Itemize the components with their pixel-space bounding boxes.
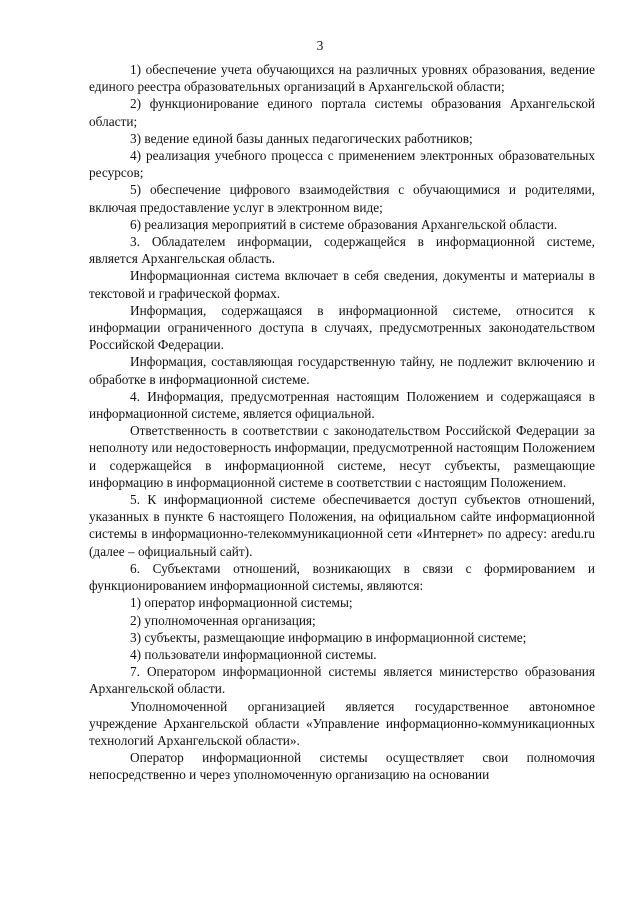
paragraph-operator-powers: Оператор информационной системы осуществляет свои полномочия непосредственно и через уполномоченную организацию на основании bbox=[89, 750, 595, 783]
paragraph-restricted-information: Информация, содержащаяся в информационной системе, относится к информации ограниченного доступа в случаях, предусмотренных законодательством Российской Федерации. bbox=[89, 302, 595, 353]
paragraph-section-5-access: 5. К информационной системе обеспечивается доступ субъектов отношений, указанных в пункте 6 настоящего Положения, на официальном сайте информационной системы в информационно-телекоммуникационной сети «Интернет» по адресу: aredu.ru (далее – официальный сайт). bbox=[89, 492, 595, 559]
paragraph-authorized-organization: Уполномоченной организацией является государственное автономное учреждение Архангельской области «Управление информационно-коммуникационных технологий Архангельской области». bbox=[89, 698, 595, 748]
paragraph-section-3-owner: 3. Обладателем информации, содержащейся в информационной системе, является Архангельская область. bbox=[89, 234, 595, 267]
paragraph-item-3-database: 3) ведение единой базы данных педагогических работников; bbox=[130, 130, 473, 146]
paragraph-responsibility: Ответственность в соответствии с законодательством Российской Федерации за неполноту или недостоверность информации, предусмотренной настоящим Положением и содержащейся в информационной системе, несут субъекты, размещающие информацию в информационной системе в соответствии с настоящим Положением. bbox=[89, 423, 595, 490]
paragraph-section-6-subjects: 6. Субъектами отношений, возникающих в связи с формированием и функционированием информационной системы, являются: bbox=[89, 560, 595, 594]
paragraph-subject-2-authorized-org: 2) уполномоченная организация; bbox=[130, 612, 316, 628]
paragraph-item-2-portal: 2) функционирование единого портала системы образования Архангельской области; bbox=[89, 96, 595, 129]
paragraph-section-7-operator: 7. Оператором информационной системы является министерство образования Архангельской области. bbox=[89, 664, 595, 697]
page-number: 3 bbox=[316, 38, 324, 53]
paragraph-subject-1-operator: 1) оператор информационной системы; bbox=[130, 595, 353, 611]
paragraph-item-4-education-process: 4) реализация учебного процесса с применением электронных образовательных ресурсов; bbox=[89, 148, 595, 181]
paragraph-system-contents: Информационная система включает в себя сведения, документы и материалы в текстовой и графической формах. bbox=[89, 268, 595, 301]
document-body bbox=[89, 61, 595, 784]
paragraph-state-secret: Информация, составляющая государственную тайну, не подлежит включению и обработке в информационной системе. bbox=[89, 354, 595, 387]
paragraph-subject-3-publishers: 3) субъекты, размещающие информацию в информационной системе; bbox=[130, 629, 527, 645]
paragraph-item-5-digital-interaction: 5) обеспечение цифрового взаимодействия с обучающимися и родителями, включая предоставление услуг в электронном виде; bbox=[89, 182, 595, 215]
paragraph-subject-4-users: 4) пользователи информационной системы. bbox=[130, 646, 377, 662]
paragraph-item-6-events: 6) реализация мероприятий в системе образования Архангельской области. bbox=[130, 216, 558, 232]
paragraph-section-4-official: 4. Информация, предусмотренная настоящим Положением и содержащаяся в информационной системе, является официальной. bbox=[89, 388, 595, 422]
paragraph-item-1-accounting: 1) обеспечение учета обучающихся на различных уровнях образования, ведение единого реестра образовательных организаций в Архангельской области; bbox=[89, 62, 595, 95]
